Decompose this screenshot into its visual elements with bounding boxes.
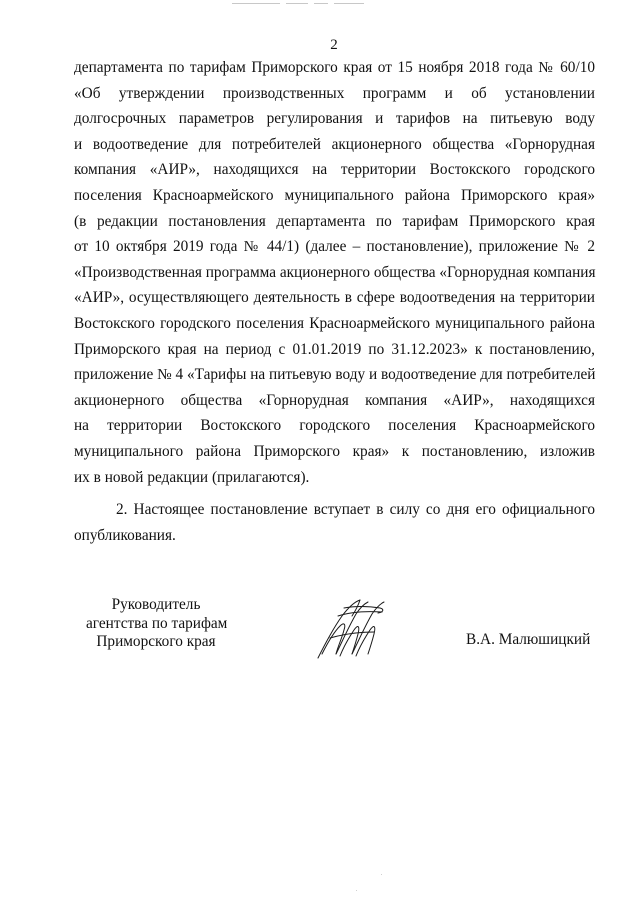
text-line: поселения Красноармейского муниципального района Приморского края» <box>74 186 595 204</box>
text-line: «АИР», осуществляющего деятельность в сфере водоотведения на территории <box>74 289 595 307</box>
handwritten-signature <box>314 596 388 662</box>
signer-title-line: агентства по тарифам <box>86 614 228 632</box>
scan-top-marks <box>232 1 402 5</box>
text-line: «Производственная программа акционерного общества «Горнорудная компания <box>74 263 596 281</box>
text-line: Приморского края на период с 01.01.2019 по 31.12.2023» к постановлению, <box>74 340 595 358</box>
text-line: от 10 октября 2019 года № 44/1) (далее – постановление), приложение № 2 <box>74 238 595 256</box>
signer-title-line: Руководитель <box>111 596 201 613</box>
text-line: «Об утверждении производственных программ и об установлении <box>74 84 595 102</box>
text-line: их в новой редакции (прилагаются). <box>74 468 310 486</box>
document-body <box>74 55 595 548</box>
text-line: на территории Востокского городского поселения Красноармейского <box>74 417 595 435</box>
paragraph-2: 2. Настоящее постановление вступает в силу со дня его официального опубликования. <box>74 501 595 544</box>
text-line: Востокского городского поселения Красноармейского муниципального района <box>74 314 595 332</box>
paragraph-1 <box>74 55 595 490</box>
text-line: компания «АИР», находящихся на территории Востокского городского <box>74 161 595 179</box>
text-line: департамента по тарифам Приморского края от 15 ноября 2018 года № 60/10 <box>74 59 595 76</box>
text-line: приложение № 4 «Тарифы на питьевую воду и водоотведение для потребителей <box>74 366 596 384</box>
text-line: долгосрочных параметров регулирования и тарифов на питьевую воду <box>74 110 595 128</box>
text-line: и водоотведение для потребителей акционерного общества «Горнорудная <box>74 135 595 153</box>
signer-name: В.А. Малюшицкий <box>466 631 591 648</box>
page-number: 2 <box>330 37 338 53</box>
text-line: (в редакции постановления департамента по тарифам Приморского края <box>74 212 595 230</box>
text-line: акционерного общества «Горнорудная компания «АИР», находящихся <box>74 391 595 409</box>
scan-artifact <box>381 874 382 875</box>
signer-title <box>86 596 226 652</box>
scan-artifact <box>356 890 357 891</box>
signer-title-line: Приморского края <box>96 633 216 650</box>
text-line: муниципального района Приморского края» к постановлению, изложив <box>74 442 595 460</box>
